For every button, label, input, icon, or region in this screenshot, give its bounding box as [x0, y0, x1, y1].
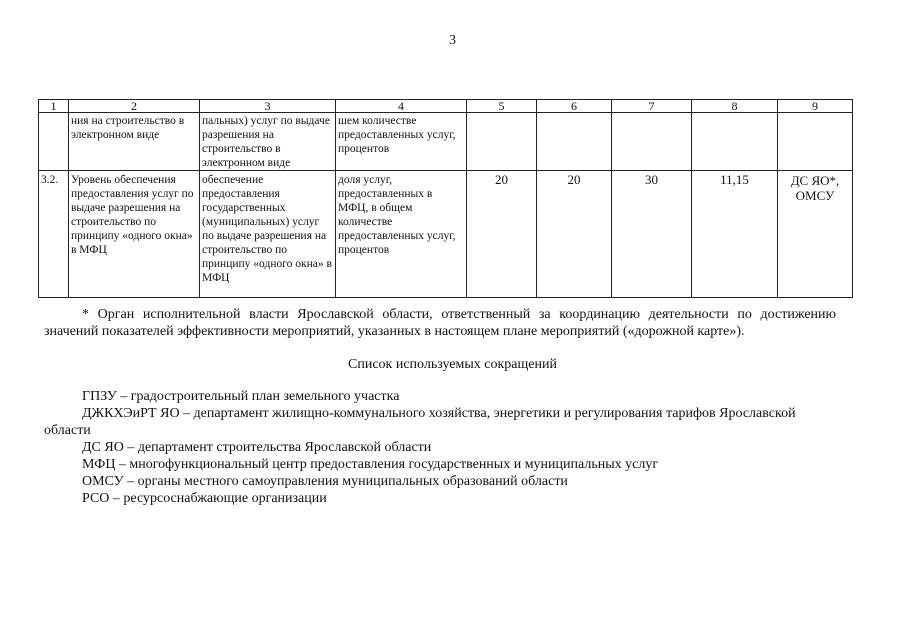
cell-activity: обеспечение предоставления государственных (муниципальных) услуг по выдаче разрешения на строительство по принципу «одного окна» в МФЦ: [200, 171, 336, 298]
page-number: 3: [449, 33, 456, 48]
cell-value-7: [612, 113, 692, 171]
abbreviations-list: [44, 388, 836, 507]
cell-number: [39, 113, 69, 171]
abbreviation-item: ДЖКХЭиРТ ЯО – департамент жилищно-коммунального хозяйства, энергетики и регулирования тарифов Ярославской области: [44, 406, 796, 438]
cell-value-8: [692, 113, 778, 171]
cell-unit: доля услуг, предоставленных в МФЦ, в общем количестве предоставленных услуг, процентов: [336, 171, 467, 298]
cell-indicator-name: Уровень обеспечения предоставления услуг по выдаче разрешения на строительство по принципу «одного окна» в МФЦ: [69, 171, 200, 298]
header-cell-9: 9: [778, 100, 853, 113]
cell-value-7: 30: [612, 171, 692, 298]
header-cell-5: 5: [467, 100, 537, 113]
cell-number: 3.2.: [39, 171, 69, 298]
abbreviation-item: РСО – ресурсоснабжающие организации: [82, 491, 327, 506]
abbreviation-item: ГПЗУ – градостроительный план земельного участка: [82, 389, 400, 404]
table-row-3-2: [39, 171, 853, 298]
cell-responsible: ДС ЯО*, ОМСУ: [778, 171, 853, 298]
cell-value-5: 20: [467, 171, 537, 298]
cell-unit: шем количестве предоставленных услуг, процентов: [336, 113, 467, 171]
cell-indicator-name: ния на строительство в электронном виде: [69, 113, 200, 171]
cell-value-6: [537, 113, 612, 171]
abbreviation-item: МФЦ – многофункциональный центр предоставления государственных и муниципальных услуг: [82, 457, 659, 472]
header-cell-7: 7: [612, 100, 692, 113]
footnote: * Орган исполнительной власти Ярославской области, ответственный за координацию деятельности по достижению значений показателей эффективности мероприятий, указанных в настоящем плане мероприятий («дорожной карте»).: [44, 307, 836, 339]
header-cell-4: 4: [336, 100, 467, 113]
cell-value-8: 11,15: [692, 171, 778, 298]
indicators-table: [38, 99, 853, 298]
cell-value-6: 20: [537, 171, 612, 298]
abbreviation-item: ОМСУ – органы местного самоуправления муниципальных образований области: [82, 474, 568, 489]
abbreviation-item: ДС ЯО – департамент строительства Ярославской области: [82, 440, 432, 455]
cell-responsible: [778, 113, 853, 171]
table-header-row: [39, 100, 853, 113]
header-cell-6: 6: [537, 100, 612, 113]
cell-value-5: [467, 113, 537, 171]
header-cell-2: 2: [69, 100, 200, 113]
header-cell-8: 8: [692, 100, 778, 113]
header-cell-3: 3: [200, 100, 336, 113]
header-cell-1: 1: [39, 100, 69, 113]
abbreviations-title: Список используемых сокращений: [348, 357, 557, 372]
cell-activity: пальных) услуг по выдаче разрешения на строительство в электронном виде: [200, 113, 336, 171]
table-row-continued: [39, 113, 853, 171]
